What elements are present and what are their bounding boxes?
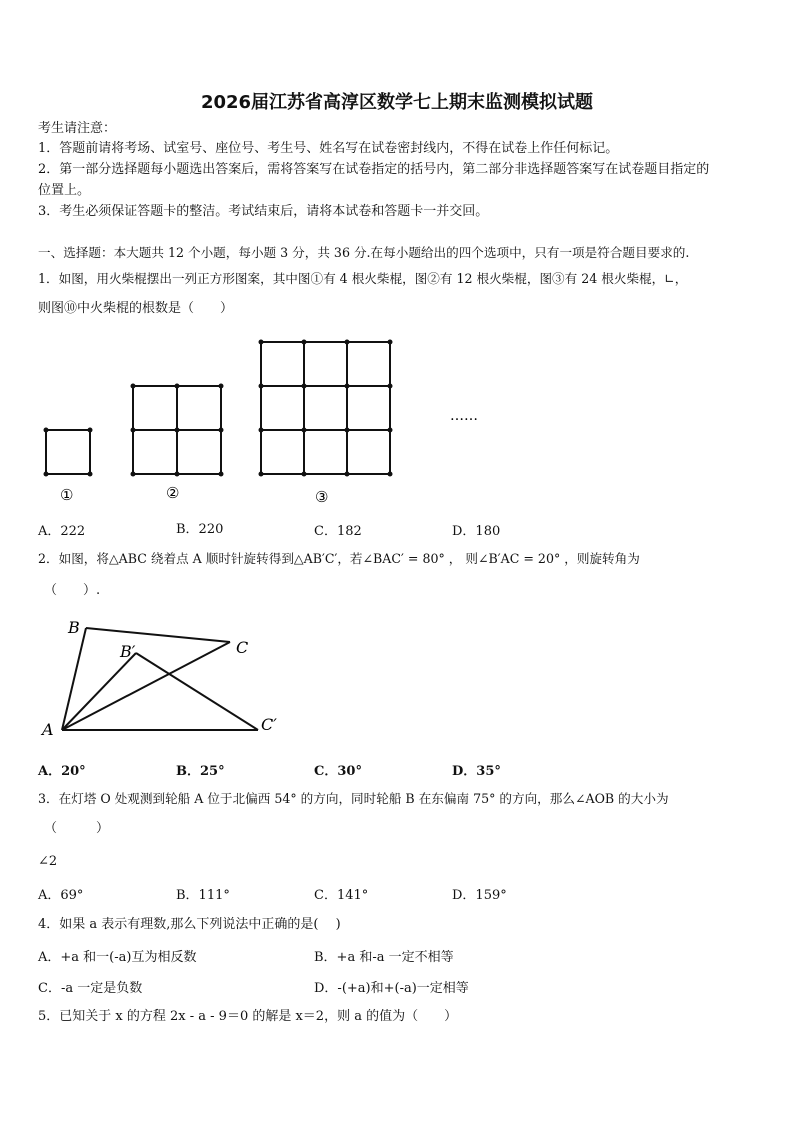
q2-stem: 2．如图，将△ABC 绕着点 A 顺时针旋转得到△AB′C′，若∠BAC′ = 80° ， 则∠B′AC = 20° ，则旋转角为	[38, 551, 640, 566]
page-title: 2026届江苏省高淳区数学七上期末监测模拟试题	[200, 92, 594, 113]
q3-option-b: B．111°	[176, 888, 230, 903]
q1-option-b: B．220	[176, 522, 224, 537]
notice-item-1: 1．答题前请将考场、试室号、座位号、考生号、姓名写在试卷密封线内，不得在试卷上作任何标记。	[38, 141, 619, 156]
fig-label-3: ③	[315, 488, 329, 506]
point-b: B	[68, 618, 80, 637]
q3-option-c: C．141°	[314, 888, 369, 903]
notice-heading: 考生请注意：	[38, 121, 117, 136]
q4-option-d: D．-(+a)和+(-a)一定相等	[314, 981, 469, 996]
rotation-figure	[36, 612, 296, 742]
fig-label-2: ②	[166, 484, 180, 502]
q3-option-d: D．159°	[452, 888, 507, 903]
q3-stem-3: ∠2	[38, 854, 58, 869]
q2-option-c: C．30°	[314, 764, 362, 779]
q1-option-a: A．222	[38, 524, 86, 539]
q1-stem-2: 则图⑩中火柴棍的根数是（ ）	[38, 301, 234, 316]
q3-stem: 3．在灯塔 O 处观测到轮船 A 位于北偏西 54° 的方向，同时轮船 B 在东偏南 75° 的方向，那么∠AOB 的大小为	[38, 791, 669, 806]
q2-option-d: D．35°	[452, 764, 501, 779]
section-heading: 一、选择题：本大题共 12 个小题，每小题 3 分，共 36 分.在每小题给出的四个选项中，只有一项是符合题目要求的.	[38, 245, 690, 260]
q1-stem: 1．如图，用火柴棍摆出一列正方形图案，其中图①有 4 根火柴棍，图②有 12 根火柴棍，图③有 24 根火柴棍，∟，	[38, 271, 688, 286]
q3-stem-2: （ ）	[44, 821, 110, 836]
point-a: A	[42, 720, 54, 739]
q1-option-d: D．180	[452, 524, 501, 539]
q5-stem: 5．已知关于 x 的方程 2x - a - 9＝0 的解是 x＝2，则 a 的值为（ ）	[38, 1009, 458, 1024]
point-b-prime: B′	[120, 642, 136, 661]
q1-option-c: C．182	[314, 524, 362, 539]
notice-item-2: 2．第一部分选择题每小题选出答案后，需将答案写在试卷指定的括号内，第二部分非选择题答案写在试卷题目指定的	[38, 162, 710, 177]
fig-label-1: ①	[60, 486, 74, 504]
q4-stem: 4．如果 a 表示有理数,那么下列说法中正确的是( )	[38, 917, 341, 932]
q2-option-b: B．25°	[176, 764, 225, 779]
q4-option-b: B．+a 和-a 一定不相等	[314, 950, 454, 965]
point-c: C	[236, 638, 249, 657]
point-c-prime: C′	[261, 715, 277, 734]
matchstick-figure	[30, 330, 510, 515]
q2-stem-2: （ ）.	[44, 583, 101, 598]
q4-option-a: A．+a 和一(-a)互为相反数	[38, 950, 197, 965]
notice-item-2-cont: 位置上。	[38, 183, 91, 198]
q2-option-a: A．20°	[38, 764, 86, 779]
notice-item-3: 3．考生必须保证答题卡的整洁。考试结束后，请将本试卷和答题卡一并交回。	[38, 204, 489, 219]
ellipsis: ……	[450, 408, 478, 424]
q4-option-c: C．-a 一定是负数	[38, 981, 143, 996]
q3-option-a: A．69°	[38, 888, 84, 903]
